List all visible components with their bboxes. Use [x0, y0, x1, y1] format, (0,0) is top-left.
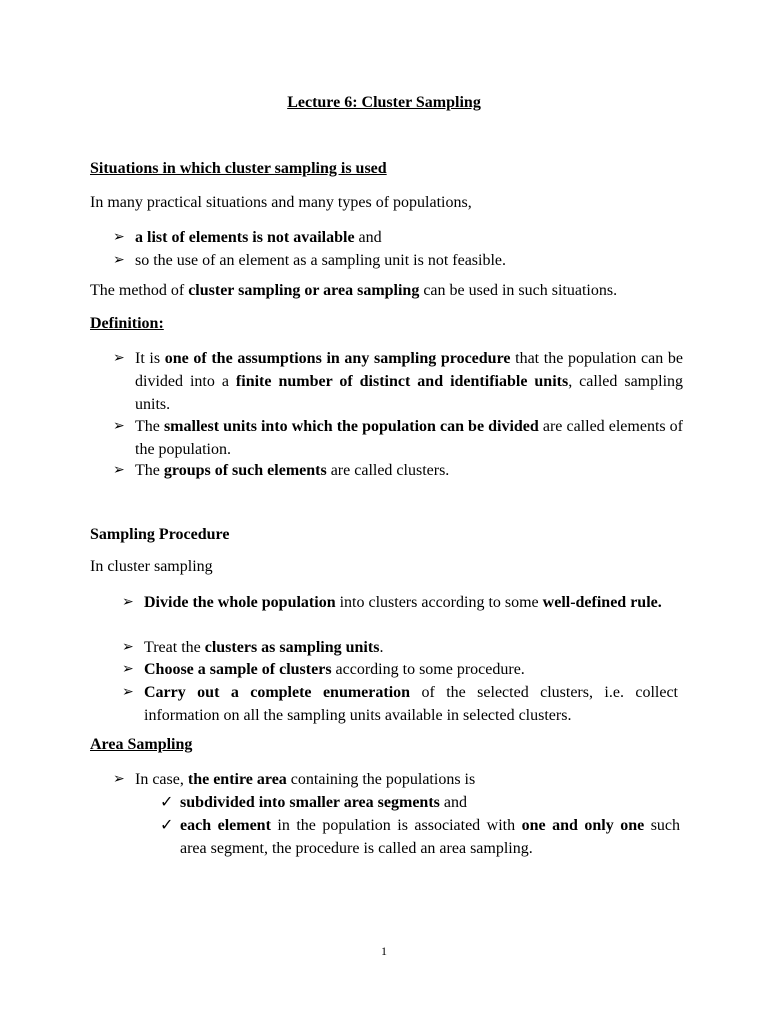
- text: containing the populations is: [286, 771, 476, 788]
- check-mark-icon: ✓: [160, 794, 174, 811]
- text: The: [135, 462, 164, 479]
- check-mark-icon: ✓: [160, 817, 174, 834]
- list-item: [113, 459, 683, 482]
- list-item: [122, 591, 678, 614]
- section-heading-situations: Situations in which cluster sampling is used: [90, 160, 387, 177]
- arrow-bullet-icon: ➢: [113, 351, 125, 366]
- checklist-item: [160, 791, 680, 814]
- text: are called clusters.: [326, 462, 450, 479]
- arrow-bullet-icon: ➢: [113, 253, 125, 268]
- bold-text: the entire area: [187, 771, 287, 788]
- text: according to some procedure.: [331, 661, 525, 678]
- bold-text: well-defined rule.: [542, 594, 662, 611]
- list-item: [122, 636, 678, 659]
- list-item: [113, 768, 683, 791]
- section-heading-procedure: Sampling Procedure: [90, 526, 230, 543]
- text: and: [354, 229, 382, 246]
- arrow-bullet-icon: ➢: [122, 595, 134, 610]
- text: In case,: [135, 771, 188, 788]
- text: The: [135, 418, 164, 435]
- text: of the selected clusters, i.e. collect information on all the sampling units available in selected clusters.: [144, 684, 678, 724]
- arrow-bullet-icon: ➢: [122, 640, 134, 655]
- text: .: [379, 639, 384, 656]
- text: can be used in such situations.: [419, 282, 618, 299]
- bold-text: each element: [180, 817, 271, 834]
- procedure-intro: In cluster sampling: [90, 558, 213, 575]
- list-item: [113, 415, 683, 461]
- bold-text: one and only one: [521, 817, 645, 834]
- section-heading-area-sampling: Area Sampling: [90, 736, 193, 753]
- bold-text: Divide the whole population: [144, 594, 336, 611]
- bold-text: clusters as sampling units: [204, 639, 380, 656]
- arrow-bullet-icon: ➢: [113, 419, 125, 434]
- text: so the use of an element as a sampling unit is not feasible.: [135, 252, 507, 269]
- bold-text: a list of elements is not available: [135, 229, 355, 246]
- bold-text: finite number of distinct and identifiable units: [235, 373, 569, 390]
- text: into clusters according to some: [335, 594, 543, 611]
- arrow-bullet-icon: ➢: [122, 662, 134, 677]
- bold-text: subdivided into smaller area segments: [180, 794, 440, 811]
- text: , called sampling units.: [135, 373, 684, 413]
- text: and: [439, 794, 467, 811]
- bold-text: Carry out a complete enumeration: [144, 684, 411, 701]
- checklist-item: [160, 814, 680, 860]
- text: that the population can be divided into a: [135, 350, 683, 390]
- bold-text: groups of such elements: [163, 462, 327, 479]
- text: Treat the: [144, 639, 205, 656]
- text: The method of: [90, 282, 189, 299]
- situations-intro: In many practical situations and many types of populations,: [90, 194, 472, 211]
- list-item: [113, 347, 683, 416]
- list-item: [122, 681, 678, 727]
- text: It is: [135, 350, 165, 367]
- page-number: 1: [381, 944, 387, 958]
- bold-text: one of the assumptions in any sampling procedure: [164, 350, 511, 367]
- text: such area segment, the procedure is called an area sampling.: [180, 817, 681, 857]
- section-heading-definition: Definition:: [90, 315, 164, 332]
- method-paragraph: [90, 282, 617, 300]
- bold-text: Choose a sample of clusters: [144, 661, 332, 678]
- arrow-bullet-icon: ➢: [122, 685, 134, 700]
- bold-text: cluster sampling or area sampling: [188, 282, 420, 299]
- text: are called elements of the population.: [135, 418, 684, 458]
- list-item: [113, 226, 683, 249]
- arrow-bullet-icon: ➢: [113, 463, 125, 478]
- arrow-bullet-icon: ➢: [113, 772, 125, 787]
- page-title: Lecture 6: Cluster Sampling: [287, 94, 481, 111]
- text: in the population is associated with: [270, 817, 522, 834]
- arrow-bullet-icon: ➢: [113, 230, 125, 245]
- list-item: [122, 658, 678, 681]
- bold-text: smallest units into which the population can be divided: [163, 418, 539, 435]
- list-item: [113, 249, 683, 272]
